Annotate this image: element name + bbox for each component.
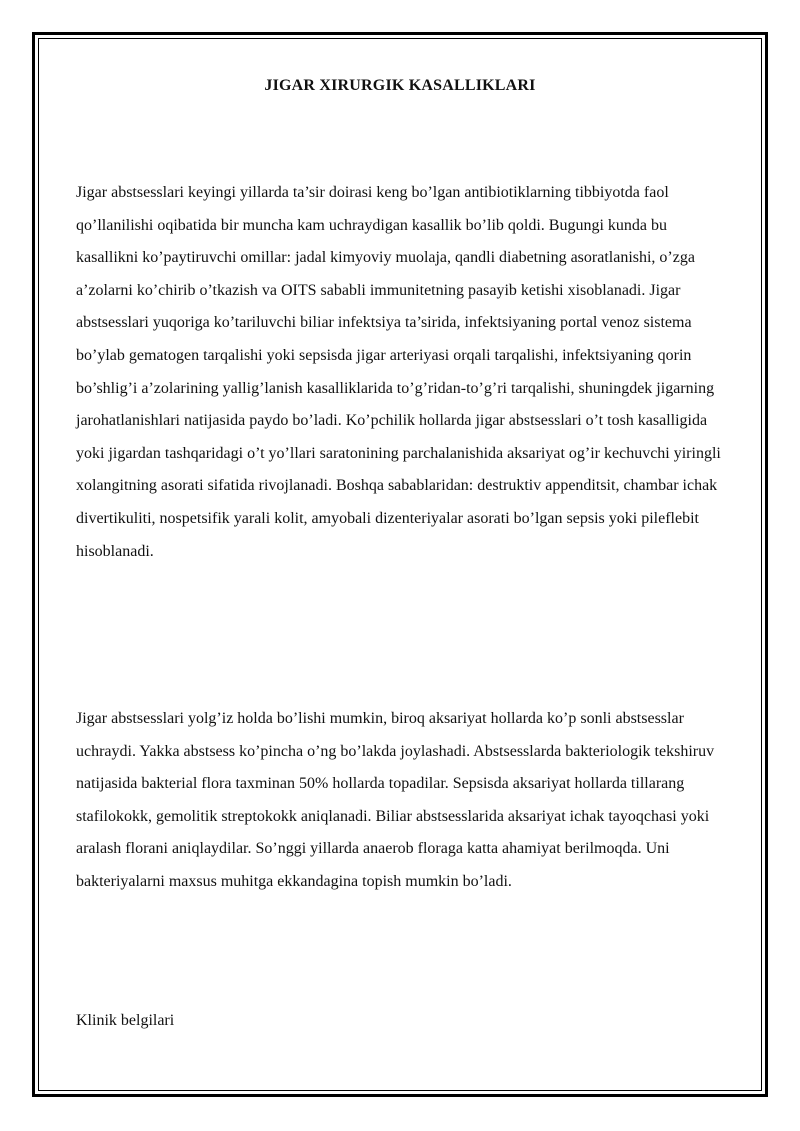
document-title: JIGAR XIRURGIK KASALLIKLARI <box>264 77 536 94</box>
section-heading-clinical-signs: Klinik belgilari <box>76 1012 175 1029</box>
paragraph-abscess-causes: Jigar abstsesslari keyingi yillarda ta’sir doirasi keng bo’lgan antibiotiklarning tibbiyotda faol qo’llanilishi oqibatida bir muncha kam uchraydigan kasallik bo’lib qoldi. Bugungi kunda bu kasallikni ko’paytiruvchi omillar: jadal kimyoviy muolaja, qandli diabetning asoratlanishi, o’zga a’zolarni ko’chirib o’tkazish va OITS sababli immunitetning pasayib ketishi xisoblanadi. Jigar abstsesslari yuqoriga ko’tariluvchi biliar infektsiya ta’sirida, infektsiyaning portal venoz sistema bo’ylab gematogen tarqalishi yoki sepsisda jigar arteriyasi orqali tarqalishi, infektsiyaning qorin bo’shlig’i a’zolarining yallig’lanish kasalliklarida to’g’ridan-to’g’ri tarqalishi, shuningdek jigarning jarohatlanishlari natijasida paydo bo’ladi. Ko’pchilik hollarda jigar abstsesslari o’t tosh kasalligida yoki jigardan tashqaridagi o’t yo’llari saratonining parchalanishida aksariyat og’ir kechuvchi yiringli xolangitning asorati sifatida rivojlanadi. Boshqa sabablaridan: destruktiv appenditsit, chambar ichak divertikuliti, nospetsifik yarali kolit, amyobali dizenteriyalar asorati bo’lgan sepsis yoki pileflebit hisoblanadi. <box>76 184 721 560</box>
paragraph-abscess-microbiology: Jigar abstsesslari yolg’iz holda bo’lishi mumkin, biroq aksariyat hollarda ko’p sonli abstsesslar uchraydi. Yakka abstsess ko’pincha o’ng bo’lakda joylashadi. Abstsesslarda bakteriologik tekshiruv natijasida bakterial flora taxminan 50% hollarda topadilar. Sepsisda aksariyat hollarda tillarang stafilokokk, gemolitik streptokokk aniqlanadi. Biliar abstsesslarida aksariyat ichak tayoqchasi yoki aralash florani aniqlaydilar. So’nggi yillarda anaerob floraga katta ahamiyat berilmoqda. Uni bakteriyalarni maxsus muhitga ekkandagina topish mumkin bo’ladi. <box>76 710 715 890</box>
